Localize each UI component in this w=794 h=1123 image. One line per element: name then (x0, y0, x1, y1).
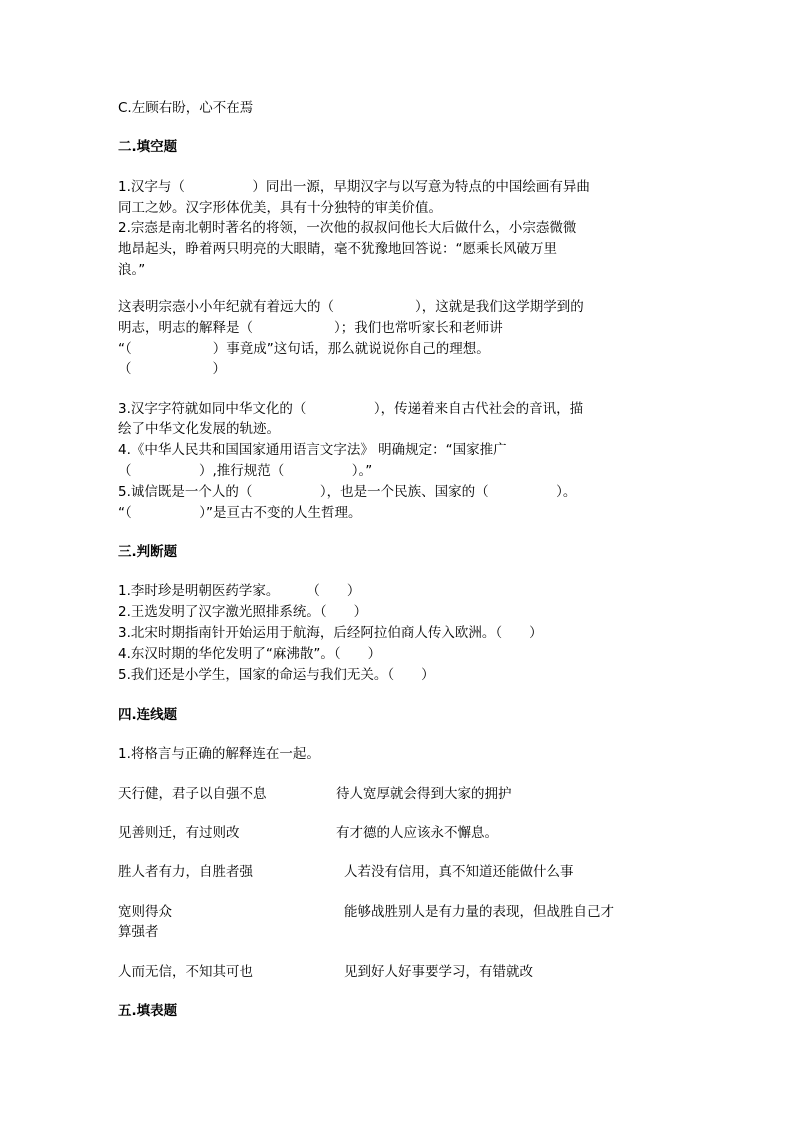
fill-blank-line: 1.汉字与（ ）同出一源，早期汉字与以写意为特点的中国绘画有异曲 (118, 179, 590, 195)
true-false-item: 5.我们还是小学生，国家的命运与我们无关。（ ） (118, 667, 435, 683)
option-c: C.左顾右盼，心不在焉 (118, 100, 254, 116)
section-heading-table-fill: 五.填表题 (118, 1003, 178, 1019)
fill-blank-line: “（ ）事竟成”这句话，那么就说说你自己的理想。 (118, 341, 490, 357)
section-heading-fill-blank: 二.填空题 (118, 139, 178, 155)
matching-left-item: 人而无信，不知其可也 (118, 964, 253, 980)
matching-left-item: 胜人者有力，自胜者强 (118, 864, 253, 880)
matching-right-item: 人若没有信用，真不知道还能做什么事 (344, 864, 574, 880)
true-false-item: 2.王选发明了汉字激光照排系统。（ ） (118, 604, 368, 620)
matching-instruction: 1.将格言与正确的解释连在一起。 (118, 746, 320, 762)
fill-blank-line: （ ）,推行规范（ ）。” (118, 463, 373, 479)
fill-blank-line: 同工之妙。汉字形体优美，具有十分独特的审美价值。 (118, 200, 442, 216)
matching-left-item: 见善则迁，有过则改 (118, 825, 240, 841)
fill-blank-line: 3.汉字字符就如同中华文化的（ ），传递着来自古代社会的音讯，描 (118, 401, 584, 417)
fill-blank-line: 2.宗悫是南北朝时著名的将领，一次他的叔叔问他长大后做什么，小宗悫微微 (118, 220, 577, 236)
section-heading-true-false: 三.判断题 (118, 544, 178, 560)
matching-right-item: 能够战胜别人是有力量的表现，但战胜自己才 (344, 904, 614, 920)
fill-blank-line: 浪。” (118, 262, 146, 278)
true-false-item: 3.北宋时期指南针开始运用于航海，后经阿拉伯商人传入欧洲。（ ） (118, 625, 543, 641)
fill-blank-line: 这表明宗悫小小年纪就有着远大的（ ），这就是我们这学期学到的 (118, 299, 584, 315)
matching-right-item: 见到好人好事要学习，有错就改 (344, 964, 533, 980)
matching-right-item: 待人宽厚就会得到大家的拥护 (336, 786, 512, 802)
fill-blank-line: （ ） (118, 361, 226, 377)
matching-left-item: 天行健，君子以自强不息 (118, 786, 267, 802)
matching-left-item: 宽则得众 (118, 904, 172, 920)
true-false-item: 1.李时珍是明朝医药学家。 （ ） (118, 583, 361, 599)
true-false-item: 4.东汉时期的华佗发明了“麻沸散”。（ ） (118, 646, 382, 662)
section-heading-matching: 四.连线题 (118, 707, 178, 723)
fill-blank-line: 5.诚信既是一个人的（ ），也是一个民族、国家的（ ）。 (118, 484, 577, 500)
fill-blank-line: 明志，明志的解释是（ ）；我们也常听家长和老师讲 (118, 320, 503, 336)
fill-blank-line: “（ ）”是亘古不变的人生哲理。 (118, 505, 362, 521)
matching-right-item: 有才德的人应该永不懈息。 (336, 825, 498, 841)
fill-blank-line: 地昂起头，睁着两只明亮的大眼睛，毫不犹豫地回答说：“愿乘长风破万里 (118, 241, 557, 257)
fill-blank-line: 绘了中华文化发展的轨迹。 (118, 421, 280, 437)
matching-wrap-line: 算强者 (118, 924, 159, 940)
fill-blank-line: 4.《中华人民共和国国家通用语言文字法》 明确规定：“国家推广 (118, 442, 507, 458)
